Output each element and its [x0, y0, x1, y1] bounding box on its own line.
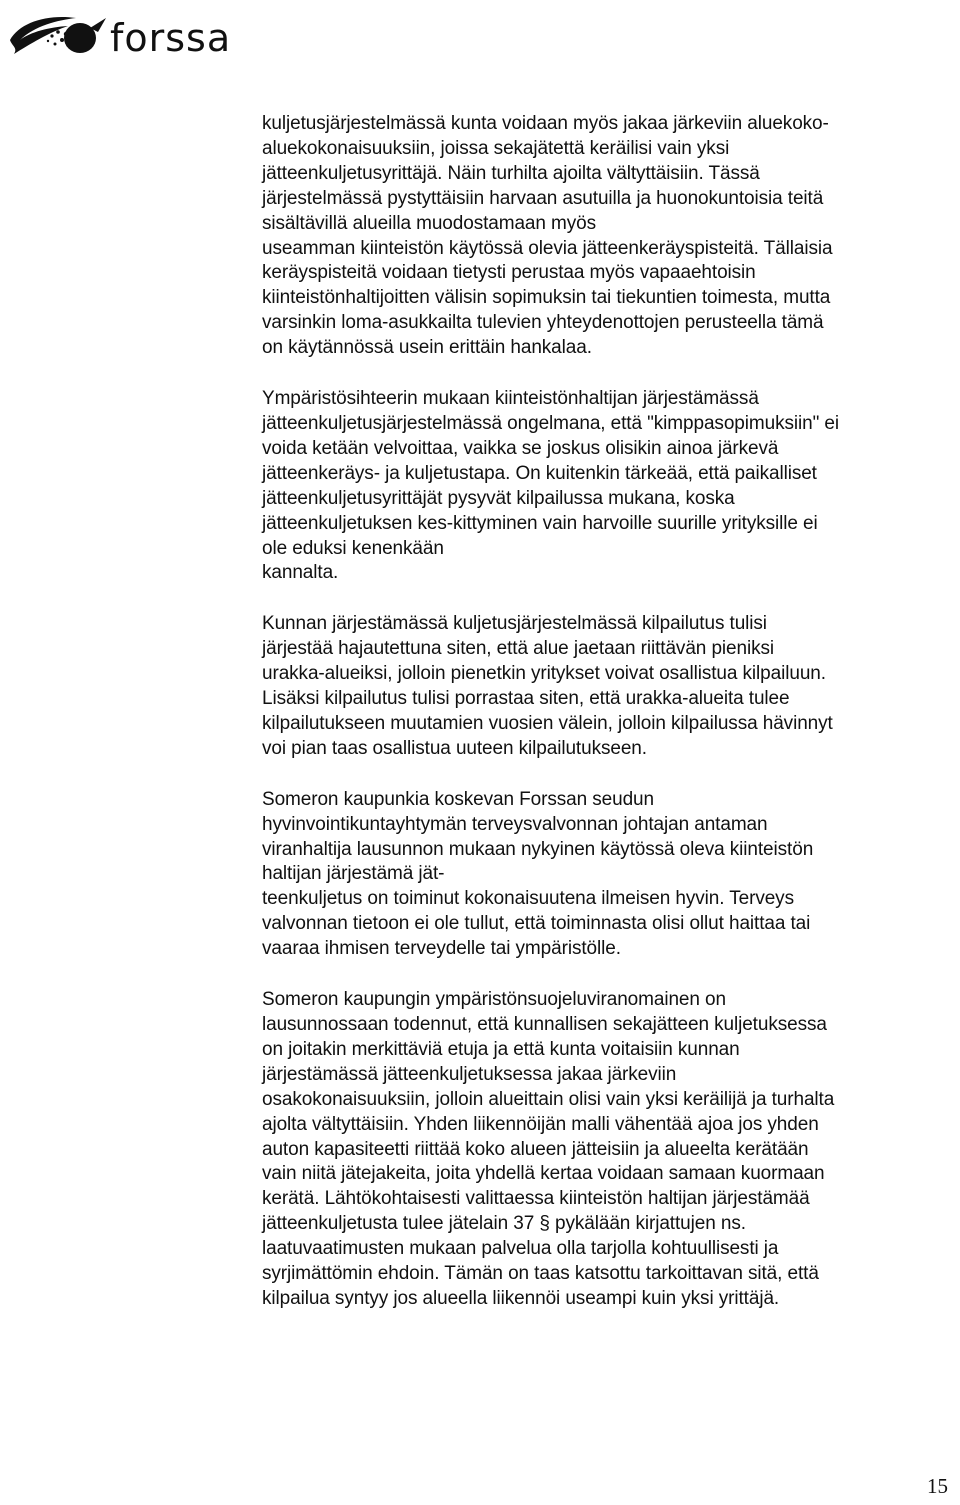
text-line: kilpailutukseen muutamien vuosien välein, jolloin kilpailussa hävinnyt [262, 712, 833, 734]
text-line: teenkuljetus on toiminut kokonaisuutena ilmeisen hyvin. Terveys [262, 888, 794, 910]
text-line: on käytännössä usein erittäin hankalaa. [262, 337, 592, 359]
text-line: haltijan järjestämä jät- [262, 863, 445, 885]
text-line: Lisäksi kilpailutus tulisi porrastaa siten, että urakka-alueita tulee [262, 688, 790, 710]
text-line: laatuvaatimusten mukaan palvelua olla tarjolla kohtuullisesti ja [262, 1238, 779, 1260]
forssa-logo [6, 10, 231, 62]
text-line: järjestämässä jätteenkuljetuksessa jakaa järkeviin [262, 1063, 677, 1085]
text-line: Ympäristösihteerin mukaan kiinteistönhaltijan järjestämässä [262, 388, 759, 410]
paragraph-1 [262, 112, 952, 361]
text-line: kuljetusjärjestelmässä kunta voidaan myös jakaa järkeviin aluekoko- [262, 113, 829, 134]
text-line: ajolta vältyttäisiin. Yhden liikennöijän malli vähentää ajoa jos yhden [262, 1113, 819, 1135]
text-line: lausunnossaan todennut, että kunnallisen sekajätteen kuljetuksessa [262, 1014, 827, 1035]
text-line: voida ketään velvoittaa, vaikka se joskus olisikin ainoa järkevä [262, 437, 779, 459]
text-line: hyvinvointikuntayhtymän terveysvalvonnan johtajan antaman [262, 813, 768, 835]
text-line: aluekokonaisuuksiin, joissa sekajätettä keräilisi vain yksi [262, 137, 730, 159]
text-line: kilpailua syntyy jos alueella liikennöi useampi kuin yksi yrittäjä. [262, 1287, 780, 1309]
paragraph-4 [262, 788, 952, 962]
text-line: vaaraa ihmisen terveydelle tai ympäristölle. [262, 938, 621, 960]
text-line: järjestää hajautettuna siten, että alue jaetaan riittävän pieniksi [262, 638, 775, 660]
text-line: jätteenkuljetusyrittäjät pysyvät kilpailussa mukana, koska [262, 487, 735, 509]
paragraph-5 [262, 988, 952, 1312]
text-line: Kunnan järjestämässä kuljetusjärjestelmässä kilpailutus tulisi [262, 613, 767, 635]
text-line: vain niitä jätejakeita, joita yhdellä kertaa voidaan samaan kuormaan [262, 1163, 825, 1185]
paragraph-2 [262, 387, 952, 586]
text-line: Someron kaupunkia koskevan Forssan seudun [262, 788, 654, 810]
document-body [262, 112, 952, 1312]
text-line: varsinkin loma-asukkailta tulevien yhteydenottojen perusteella tämä [262, 312, 824, 334]
paragraph-3 [262, 612, 952, 761]
logo-wordmark: forssa [110, 16, 232, 60]
text-line: jätteenkeräys- ja kuljetustapa. On kuitenkin tärkeää, että paikalliset [262, 462, 817, 484]
text-line: urakka-alueiksi, jolloin pienetkin yritykset voivat osallistua kilpailuun. [262, 663, 826, 685]
text-line: jätteenkuljetusyrittäjä. Näin turhilta ajoilta vältyttäisiin. Tässä [262, 162, 760, 184]
text-line: kannalta. [262, 562, 339, 584]
text-line: on joitakin merkittäviä etuja ja että kunta voitaisiin kunnan [262, 1038, 740, 1060]
text-line: jätteenkuljetuksen kes-kittyminen vain harvoille suurille yrityksille ei [262, 512, 818, 534]
text-line: sisältävillä alueilla muodostamaan myös [262, 212, 597, 234]
text-line: Someron kaupungin ympäristönsuojeluviranomainen on [262, 989, 726, 1011]
text-line: osakokonaisuuksiin, jolloin alueittain olisi vain yksi keräilijä ja turhalta [262, 1088, 835, 1110]
text-line: auton kapasiteetti riittää koko alueen jätteisiin ja alueelta kerätään [262, 1138, 809, 1160]
text-line: useamman kiinteistön käytössä olevia jätteenkeräyspisteitä. Tällaisia [262, 237, 833, 259]
text-line: jätteenkuljetusjärjestelmässä ongelmana, että "kimppasopimuksiin" ei [262, 412, 839, 434]
text-line: viranhaltija lausunnon mukaan nykyinen käytössä oleva kiinteistön [262, 838, 814, 860]
text-line: kerätä. Lähtökohtaisesti valittaessa kiinteistön haltijan järjestämää [262, 1188, 810, 1210]
text-line: syrjimättömin ehdoin. Tämän on taas katsottu tarkoittavan sitä, että [262, 1263, 819, 1285]
text-line: ole eduksi kenenkään [262, 537, 444, 559]
text-line: voi pian taas osallistua uuteen kilpailutukseen. [262, 737, 647, 759]
text-line: jätteenkuljetusta tulee jätelain 37 § pykälään kirjattujen ns. [262, 1213, 746, 1235]
text-line: kiinteistönhaltijoitten välisin sopimuksin tai tiekuntien toimesta, mutta [262, 287, 831, 309]
text-line: järjestelmässä pystyttäisiin harvaan asutuilla ja huonokuntoisia teitä [262, 187, 824, 209]
page-number: 15 [927, 1474, 948, 1498]
forssa-logo-mark-icon [6, 10, 114, 62]
text-line: keräyspisteitä voidaan tietysti perustaa myös vapaaehtoisin [262, 262, 756, 284]
text-line: valvonnan tietoon ei ole tullut, että toiminnasta olisi ollut haittaa tai [262, 913, 811, 935]
